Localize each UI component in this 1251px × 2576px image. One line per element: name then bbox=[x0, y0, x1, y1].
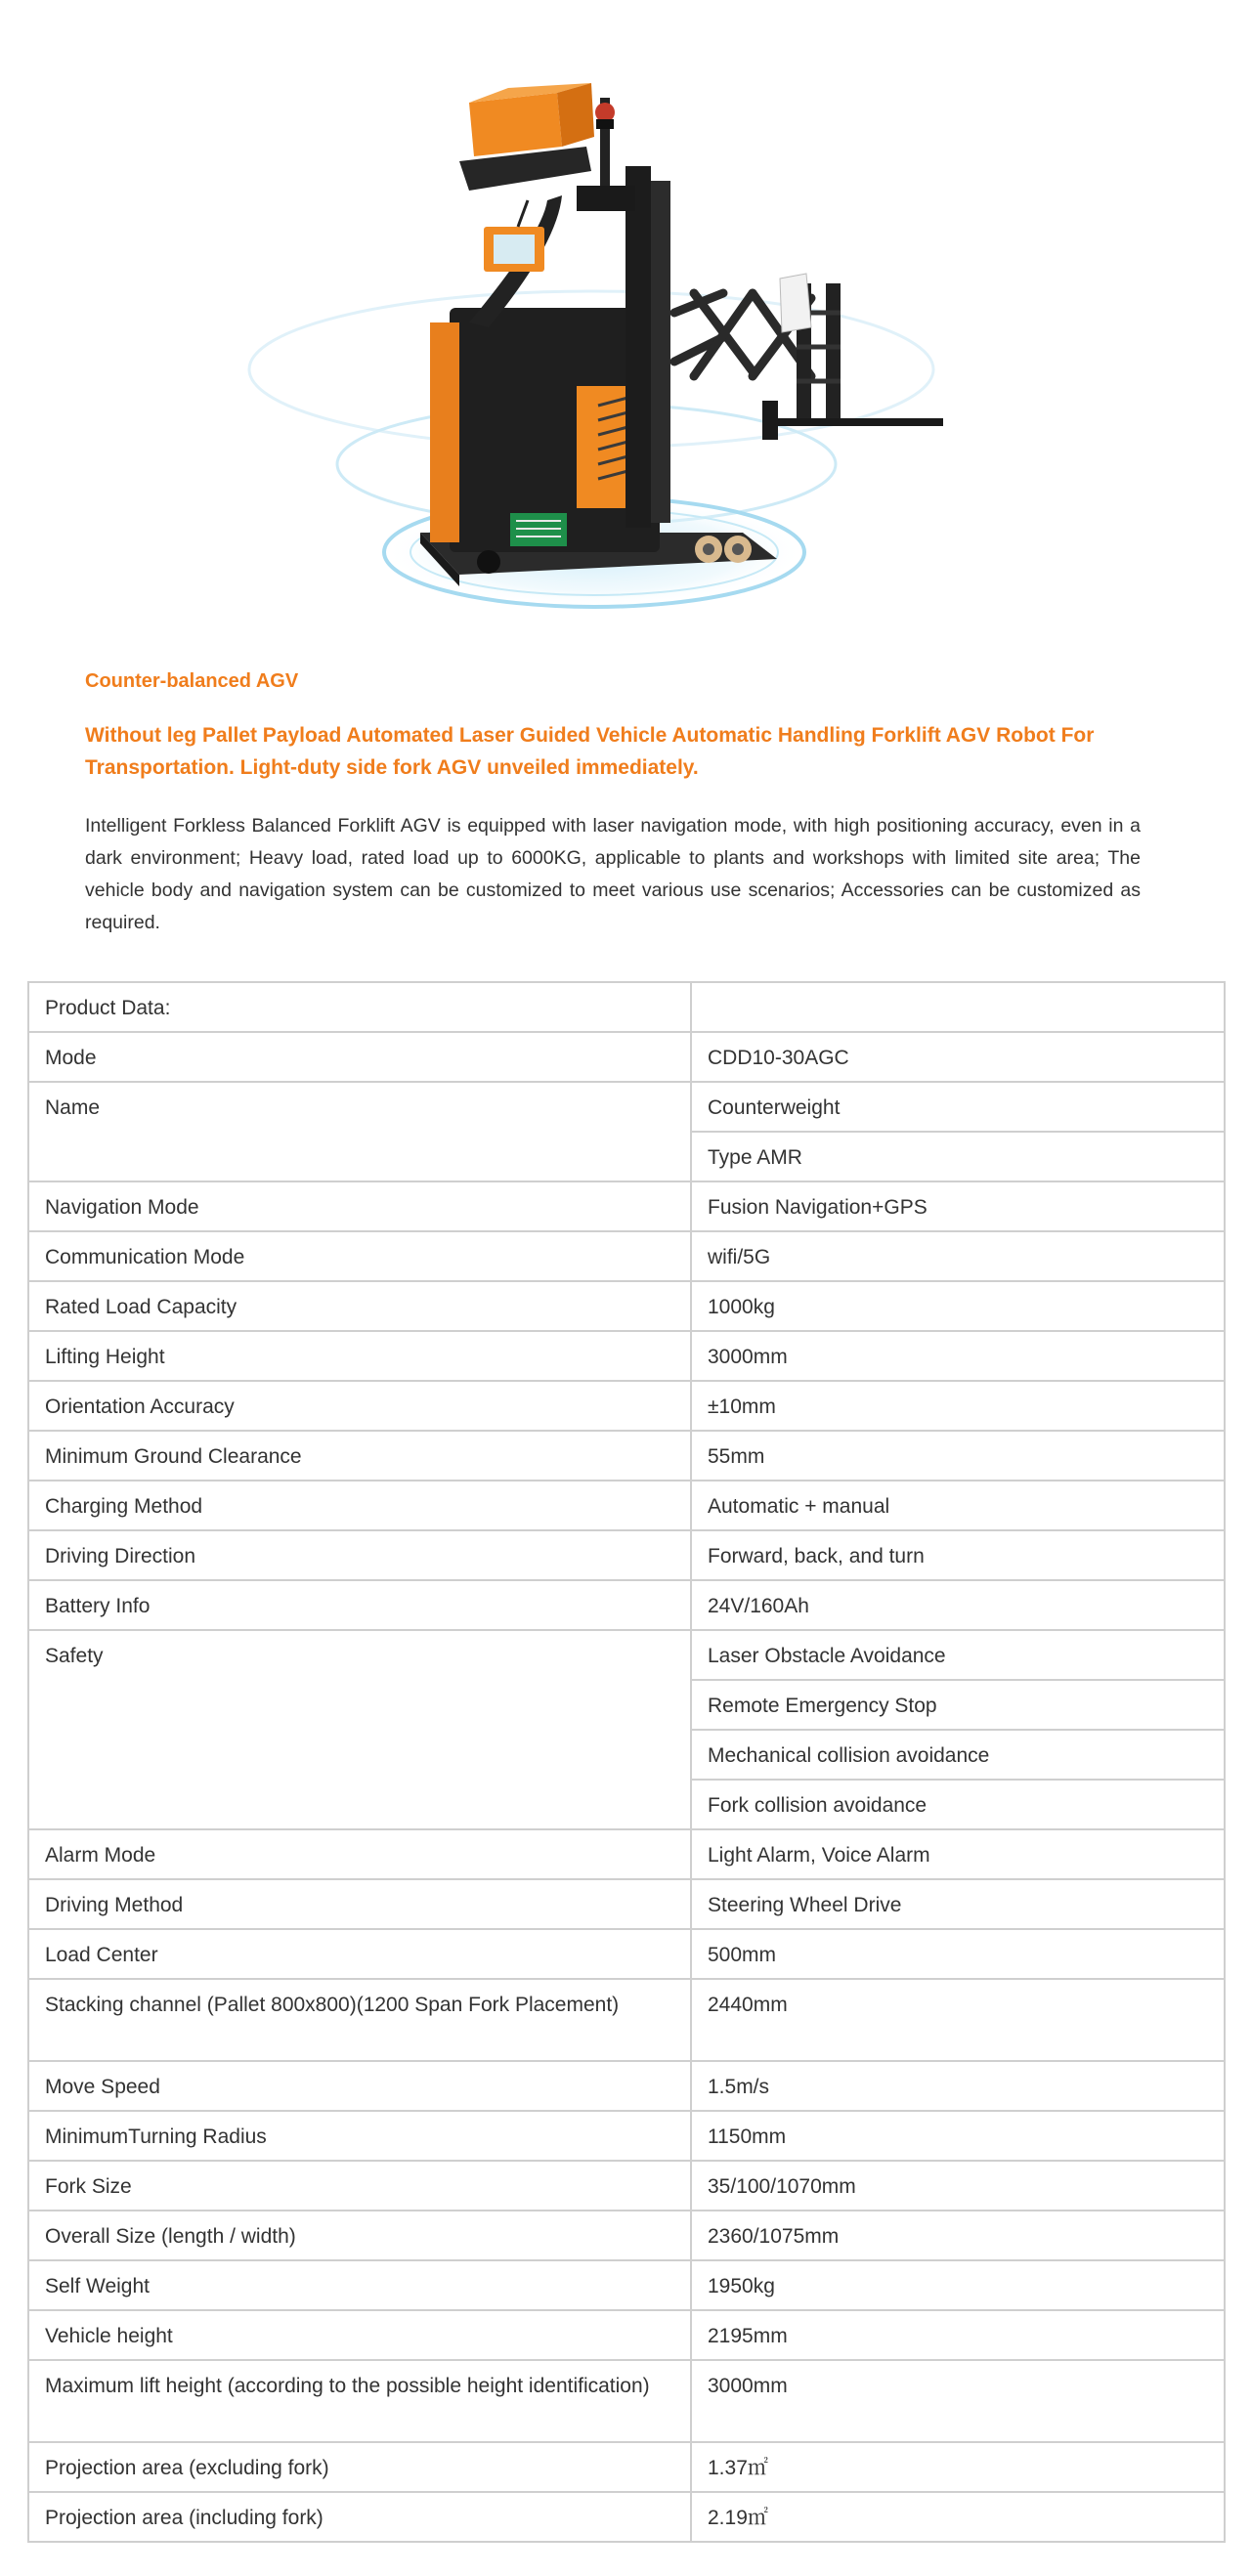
spec-row bbox=[28, 2161, 1225, 2211]
spec-row bbox=[28, 1530, 1225, 1580]
spec-value: 3000mm bbox=[691, 1331, 1225, 1381]
spec-row bbox=[28, 1431, 1225, 1481]
spec-value: 1150mm bbox=[691, 2111, 1225, 2161]
spec-row bbox=[28, 1580, 1225, 1630]
spec-header-label: Product Data: bbox=[28, 982, 691, 1032]
spec-row bbox=[28, 1032, 1225, 1082]
spec-row bbox=[28, 1630, 1225, 1680]
spec-row bbox=[28, 2360, 1225, 2442]
spec-header-value bbox=[691, 982, 1225, 1032]
spec-row bbox=[28, 2442, 1225, 2492]
spec-label: Alarm Mode bbox=[28, 1829, 691, 1879]
spec-row bbox=[28, 2211, 1225, 2260]
product-headline: Without leg Pallet Payload Automated Laser Guided Vehicle Automatic Handling Forklift AGV Robot For Transportation. Light-duty side fork AGV unveiled immediately. bbox=[85, 724, 1095, 779]
spec-label: Fork Size bbox=[28, 2161, 691, 2211]
spec-value: CDD10-30AGC bbox=[691, 1032, 1225, 1082]
spec-label: Driving Method bbox=[28, 1879, 691, 1929]
spec-label: Driving Direction bbox=[28, 1530, 691, 1580]
spec-value: Light Alarm, Voice Alarm bbox=[691, 1829, 1225, 1879]
spec-label: MinimumTurning Radius bbox=[28, 2111, 691, 2161]
spec-value: 3000mm bbox=[691, 2360, 1225, 2442]
spec-label: Move Speed bbox=[28, 2061, 691, 2111]
spec-label: Mode bbox=[28, 1032, 691, 1082]
spec-value: 1.37㎡ bbox=[691, 2442, 1225, 2492]
spec-label: Maximum lift height (according to the possible height identification) bbox=[28, 2360, 691, 2442]
spec-row bbox=[28, 1231, 1225, 1281]
spec-row bbox=[28, 2260, 1225, 2310]
forklift-agv-illustration bbox=[0, 0, 1251, 635]
spec-row bbox=[28, 1879, 1225, 1929]
spec-label: Orientation Accuracy bbox=[28, 1381, 691, 1431]
spec-value: Mechanical collision avoidance bbox=[691, 1730, 1225, 1780]
spec-label: Battery Info bbox=[28, 1580, 691, 1630]
spec-row bbox=[28, 1979, 1225, 2061]
spec-label: Charging Method bbox=[28, 1481, 691, 1530]
spec-value: 2195mm bbox=[691, 2310, 1225, 2360]
spec-label: Load Center bbox=[28, 1929, 691, 1979]
spec-value: Remote Emergency Stop bbox=[691, 1680, 1225, 1730]
spec-value: 55mm bbox=[691, 1431, 1225, 1481]
product-description: Intelligent Forkless Balanced Forklift AGV is equipped with laser navigation mode, with high positioning accuracy, even in a dark environment; Heavy load, rated load up to 6000KG, applicable to plants and workshops with limited site area; The vehicle body and navigation system can be customized to meet various use scenarios; Accessories can be customized as required. bbox=[85, 815, 1141, 933]
spec-row bbox=[28, 2111, 1225, 2161]
spec-label: Overall Size (length / width) bbox=[28, 2211, 691, 2260]
spec-value: Type AMR bbox=[691, 1132, 1225, 1181]
spec-label: Rated Load Capacity bbox=[28, 1281, 691, 1331]
spec-value: 35/100/1070mm bbox=[691, 2161, 1225, 2211]
spec-value: 24V/160Ah bbox=[691, 1580, 1225, 1630]
product-spec-table bbox=[27, 981, 1226, 2543]
spec-row bbox=[28, 1481, 1225, 1530]
spec-label: Self Weight bbox=[28, 2260, 691, 2310]
spec-label: Lifting Height bbox=[28, 1331, 691, 1381]
spec-value: Forward, back, and turn bbox=[691, 1530, 1225, 1580]
spec-value: 500mm bbox=[691, 1929, 1225, 1979]
spec-row bbox=[28, 2310, 1225, 2360]
spec-row bbox=[28, 2492, 1225, 2542]
spec-value: wifi/5G bbox=[691, 1231, 1225, 1281]
spec-label: Safety bbox=[28, 1630, 691, 1829]
product-category: Counter-balanced AGV bbox=[85, 670, 299, 692]
spec-value: 1000kg bbox=[691, 1281, 1225, 1331]
spec-value: Fusion Navigation+GPS bbox=[691, 1181, 1225, 1231]
spec-label: Minimum Ground Clearance bbox=[28, 1431, 691, 1481]
spec-label: Projection area (including fork) bbox=[28, 2492, 691, 2542]
spec-row bbox=[28, 2061, 1225, 2111]
spec-row bbox=[28, 1829, 1225, 1879]
spec-label: Name bbox=[28, 1082, 691, 1181]
product-hero bbox=[0, 0, 1251, 635]
spec-label: Communication Mode bbox=[28, 1231, 691, 1281]
spec-value: Steering Wheel Drive bbox=[691, 1879, 1225, 1929]
spec-value: 1.5m/s bbox=[691, 2061, 1225, 2111]
spec-value: 2.19㎡ bbox=[691, 2492, 1225, 2542]
spec-value: ±10mm bbox=[691, 1381, 1225, 1431]
spec-row bbox=[28, 1082, 1225, 1132]
spec-row bbox=[28, 1181, 1225, 1231]
spec-value: Fork collision avoidance bbox=[691, 1780, 1225, 1829]
spec-row bbox=[28, 1381, 1225, 1431]
spec-row bbox=[28, 1929, 1225, 1979]
spec-value: Laser Obstacle Avoidance bbox=[691, 1630, 1225, 1680]
spec-label: Navigation Mode bbox=[28, 1181, 691, 1231]
spec-value: 2440mm bbox=[691, 1979, 1225, 2061]
spec-value: Automatic + manual bbox=[691, 1481, 1225, 1530]
spec-header-row bbox=[28, 982, 1225, 1032]
spec-label: Stacking channel (Pallet 800x800)(1200 Span Fork Placement) bbox=[28, 1979, 691, 2061]
spec-label: Projection area (excluding fork) bbox=[28, 2442, 691, 2492]
spec-value: 2360/1075mm bbox=[691, 2211, 1225, 2260]
product-intro bbox=[85, 668, 1141, 939]
spec-row bbox=[28, 1331, 1225, 1381]
spec-row bbox=[28, 1281, 1225, 1331]
spec-label: Vehicle height bbox=[28, 2310, 691, 2360]
spec-value: Counterweight bbox=[691, 1082, 1225, 1132]
spec-value: 1950kg bbox=[691, 2260, 1225, 2310]
